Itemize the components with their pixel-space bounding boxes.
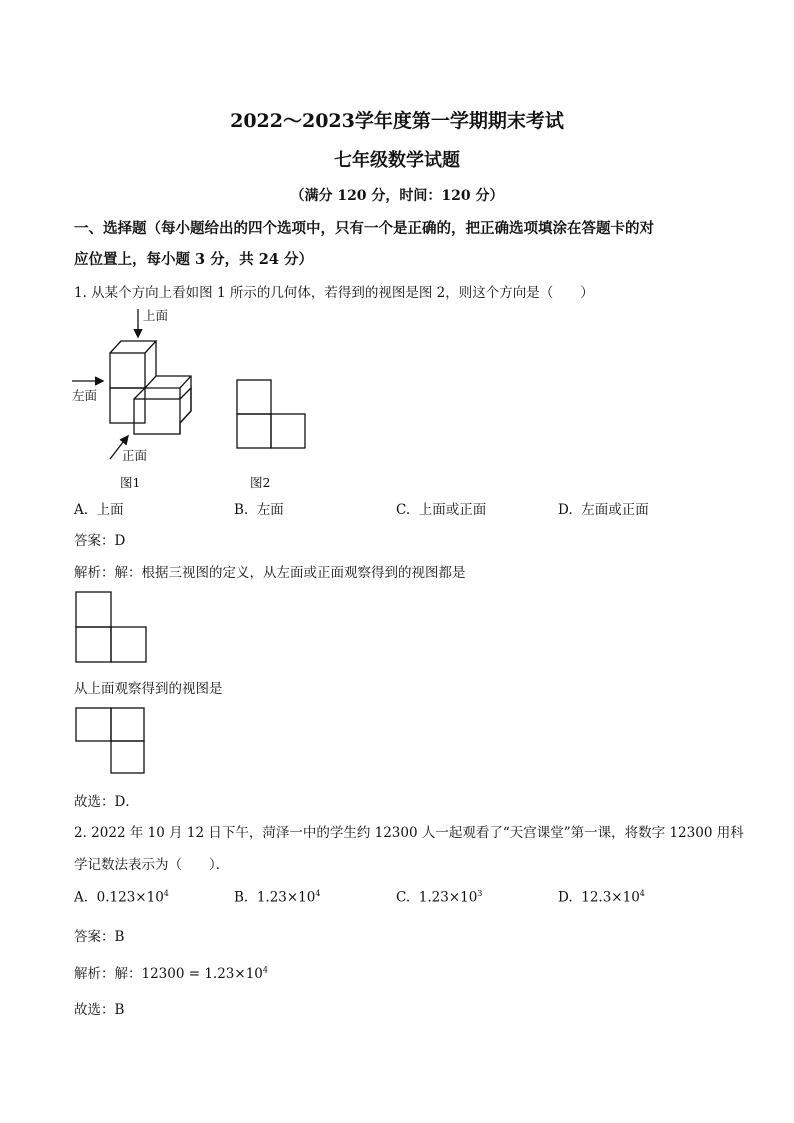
q1-option-d: D. 左面或正面 (558, 502, 649, 518)
q2-option-d: D. $12.3\times 10^4$ (558, 889, 645, 906)
section-heading-line1: 一、选择题（每小题给出的四个选项中，只有一个是正确的，把正确选项填涂在答题卡的对 (74, 220, 654, 237)
q1-conclusion: 故选：D． (74, 794, 139, 810)
q2-stem-line2: 学记数法表示为（ ）． (74, 857, 230, 873)
q1-option-a: A. 上面 (74, 502, 124, 518)
cube-face (134, 399, 180, 434)
figure1-caption: 图1 (120, 475, 141, 490)
cube-edge (180, 388, 191, 434)
q2-option-b: B. $1.23\times 10^4$ (234, 889, 321, 906)
arrow-left-icon (72, 377, 103, 385)
q2-option-c: C. $1.23\times 10^3$ (396, 889, 483, 906)
label-top: 上面 (143, 308, 169, 323)
figure2-view (237, 380, 305, 448)
label-front: 正面 (122, 448, 148, 463)
analysis-view-top (76, 708, 144, 773)
section-heading-line2: 应位置上，每小题 3 分，共 24 分） (74, 251, 313, 268)
analysis-view-left-front (76, 592, 146, 662)
q1-analysis-2: 从上面观察得到的视图是 (74, 681, 223, 697)
q1-analysis-1: 解析：解：根据三视图的定义，从左面或正面观察得到的视图都是 (74, 565, 466, 581)
cube-face (110, 353, 145, 388)
q1-answer: 答案：D (74, 533, 126, 549)
q1-stem: 1. 从某个方向上看如图 1 所示的几何体，若得到的视图是图 2，则这个方向是（ ） (74, 285, 594, 301)
arrow-top-icon (134, 309, 142, 337)
exam-title: 2022～2023学年度第一学期期末考试 (230, 110, 564, 132)
q2-conclusion: 故选：B (74, 1002, 125, 1018)
q2-stem-line1: 2. 2022 年 10 月 12 日下午，菏泽一中的学生约 12300 人一起观看了“天宫课堂”第一课，将数字 12300 用科 (74, 825, 744, 841)
cube-top (110, 341, 156, 353)
exam-subtitle: 七年级数学试题 (334, 150, 460, 171)
exam-note: （满分 120 分，时间：120 分） (290, 188, 504, 204)
figure2-caption: 图2 (250, 475, 271, 490)
q2-answer: 答案：B (74, 929, 125, 945)
q1-option-c: C. 上面或正面 (396, 502, 487, 518)
figure1-cubes (110, 341, 191, 434)
q1-option-b: B. 左面 (234, 502, 284, 518)
label-left: 左面 (72, 388, 98, 403)
q2-option-a: A. $0.123\times 10^4$ (74, 889, 169, 906)
q2-analysis: 解析：解：$12300 = 1.23\times 10^4$ (74, 965, 268, 982)
